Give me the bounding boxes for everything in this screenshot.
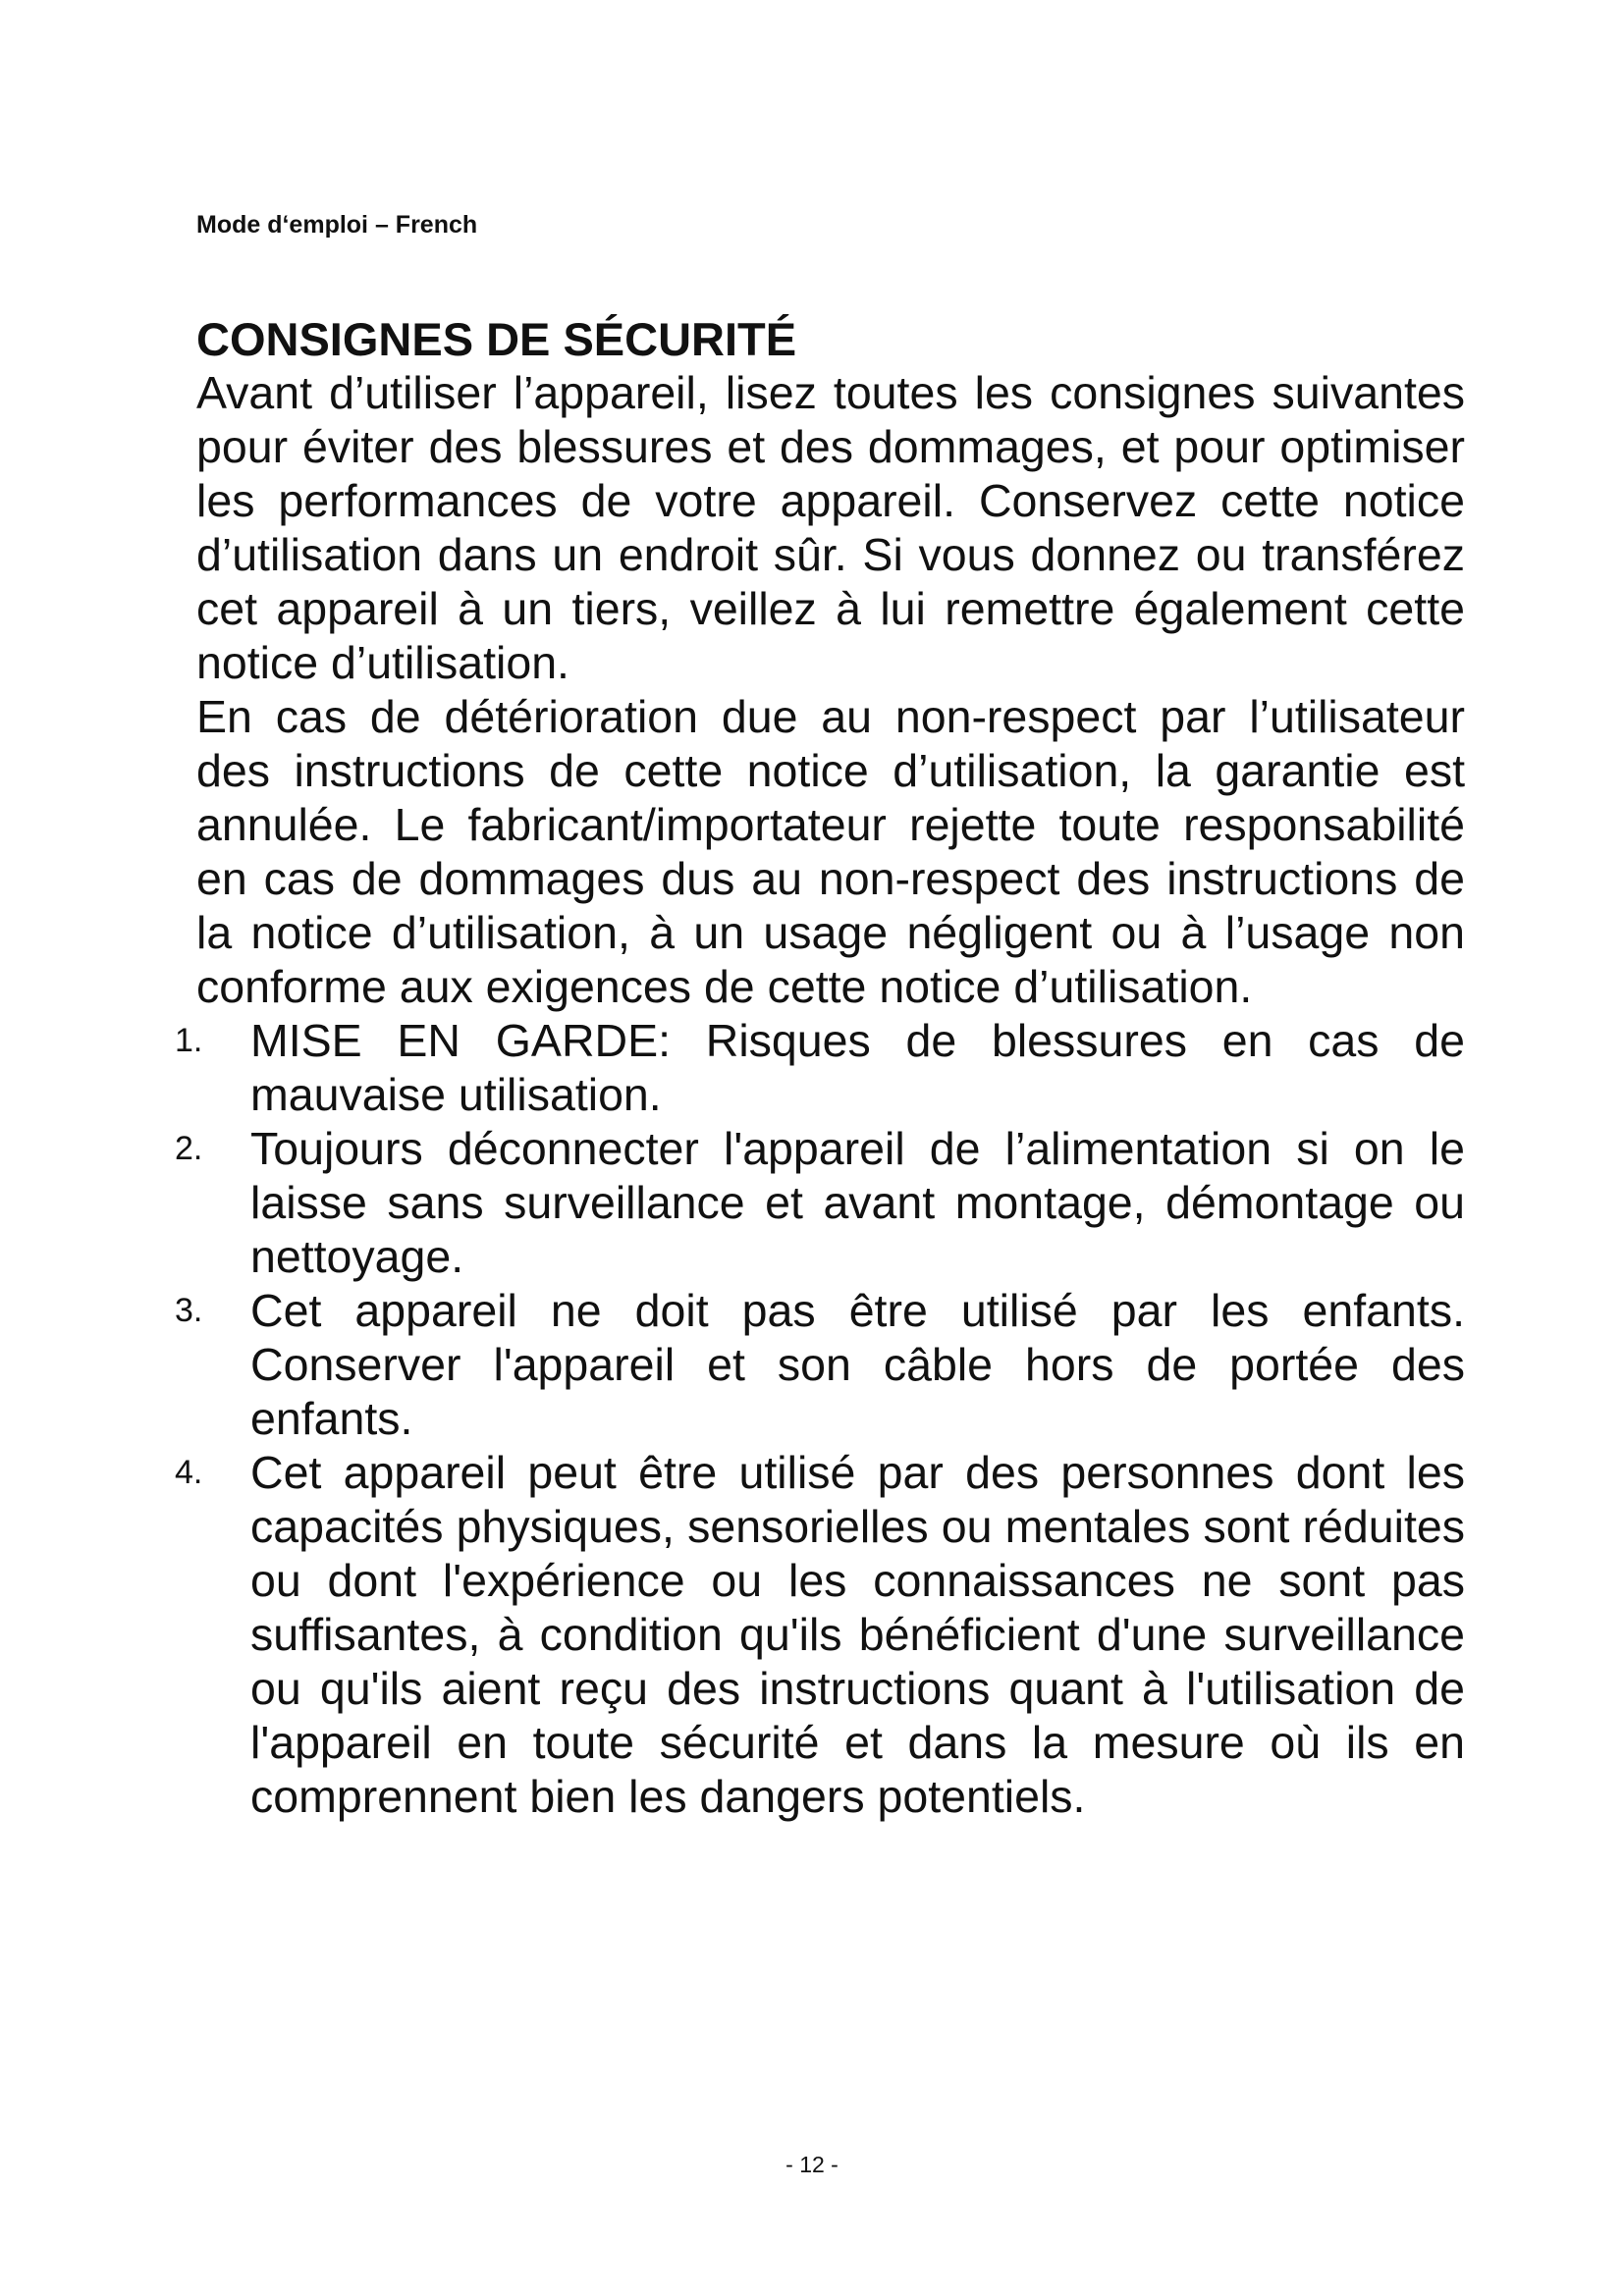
list-item-number: 3.: [175, 1292, 203, 1329]
section-title: CONSIGNES DE SÉCURITÉ: [196, 313, 797, 365]
warranty-paragraph: En cas de détérioration due au non-respect par l’utilisateur des instructions de cette notice d’utilisation, la garantie est annulée. Le fabricant/importateur rejette toute responsabilité en cas de dommages dus au non-respect des instructions de la notice d’utilisation, à un usage négligent ou à l’usage non conforme aux exigences de cette notice d’utilisation.: [196, 691, 1465, 1012]
list-item-text: MISE EN GARDE: Risques de blessures en cas de mauvaise utilisation.: [250, 1015, 1465, 1120]
list-item-number: 4.: [175, 1454, 203, 1491]
running-header: Mode d‘emploi – French: [196, 211, 478, 239]
list-item: [175, 1014, 1465, 1122]
list-item-number: 2.: [175, 1130, 203, 1167]
list-item-text: Cet appareil peut être utilisé par des personnes dont les capacités physiques, sensorielles ou mentales sont réduites ou dont l'expérience ou les connaissances ne sont pas suffisantes, à condition qu'ils bénéficient d'une surveillance ou qu'ils aient reçu des instructions quant à l'utilisation de l'appareil en toute sécurité et dans la mesure où ils en comprennent bien les dangers potentiels.: [250, 1447, 1465, 1822]
list-item: [175, 1284, 1465, 1446]
intro-paragraph: Avant d’utiliser l’appareil, lisez toutes les consignes suivantes pour éviter des blessures et des dommages, et pour optimiser les performances de votre appareil. Conservez cette notice d’utilisation dans un endroit sûr. Si vous donnez ou transférez cet appareil à un tiers, veillez à lui remettre également cette notice d’utilisation.: [196, 367, 1465, 688]
list-item-text: Toujours déconnecter l'appareil de l’alimentation si on le laisse sans surveillance et avant montage, démontage ou nettoyage.: [250, 1123, 1465, 1282]
safety-list: [175, 1014, 1465, 1824]
page-number: - 12 -: [785, 2152, 839, 2177]
list-item: [175, 1446, 1465, 1824]
safety-instructions-section: [175, 312, 1465, 1824]
list-item-number: 1.: [175, 1022, 203, 1059]
list-item: [175, 1122, 1465, 1284]
list-item-text: Cet appareil ne doit pas être utilisé par les enfants. Conserver l'appareil et son câble hors de portée des enfants.: [250, 1285, 1465, 1444]
